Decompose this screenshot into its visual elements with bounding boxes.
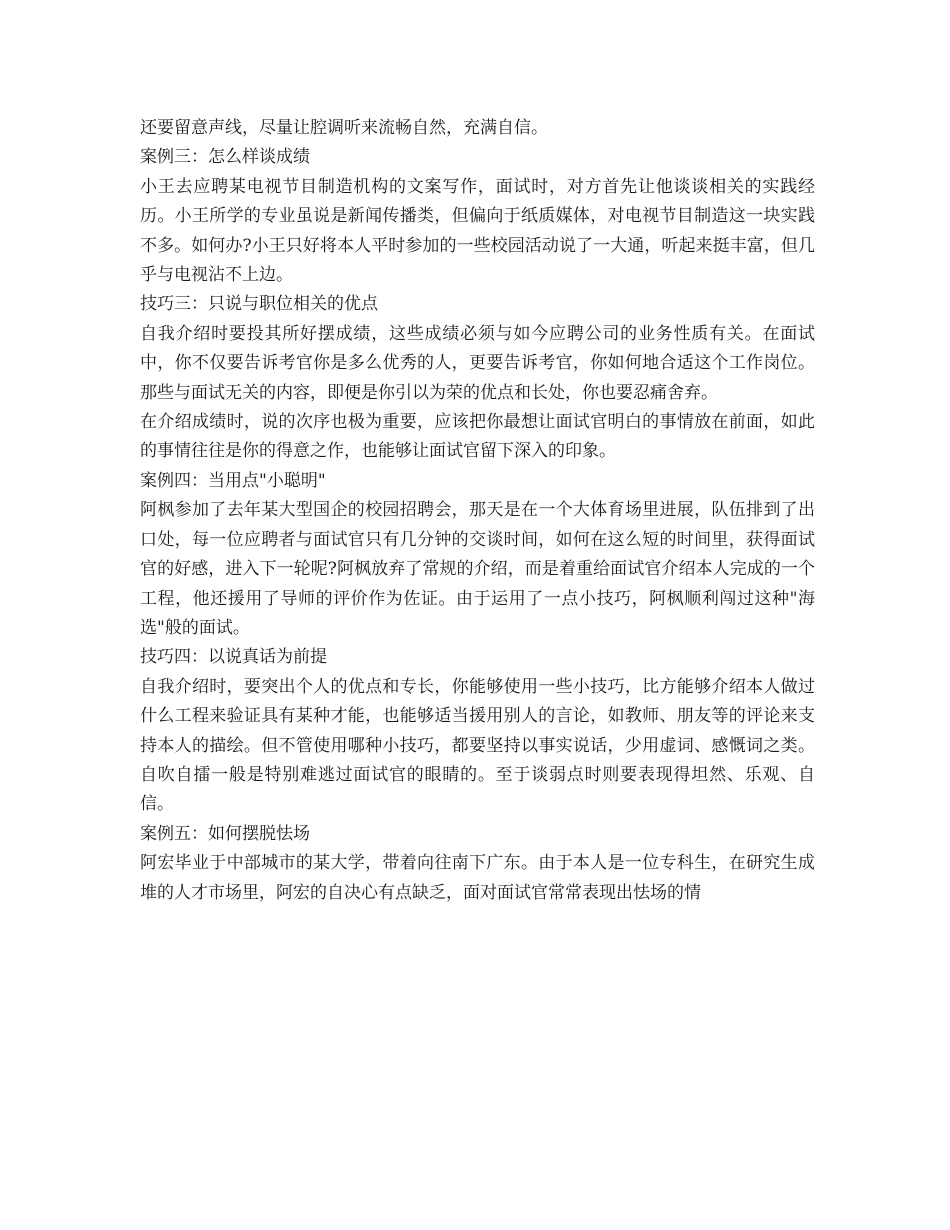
paragraph-tip-three-order: 在介绍成绩时，说的次序也极为重要，应该把你最想让面试官明白的事情放在前面，如此的事情往往是你的得意之作，也能够让面试官留下深入的印象。 [140,412,815,462]
heading-case-four: 案例四：当用点"小聪明" [140,470,326,491]
heading-tip-four: 技巧四：以说真话为前提 [140,647,327,668]
heading-case-five: 案例五：如何摆脱怯场 [140,823,310,844]
paragraph-tip-three-body: 自我介绍时要投其所好摆成绩，这些成绩必须与如今应聘公司的业务性质有关。在面试中，你不仅要告诉考官你是多么优秀的人，更要告诉考官，你如何地合适这个工作岗位。那些与面试无关的内容，即便是你引以为荣的优点和长处，你也要忍痛舍弃。 [140,323,815,403]
paragraph-case-four-story: 阿枫参加了去年某大型国企的校园招聘会，那天是在一个大体育场里进展，队伍排到了出口处，每一位应聘者与面试官只有几分钟的交谈时间，如何在这么短的时间里，获得面试官的好感，进入下一轮呢?阿枫放弃了常规的介绍，而是着重给面试官介绍本人完成的一个工程，他还援用了导师的评价作为佐证。由于运用了一点小技巧，阿枫顺利闯过这种"海选"般的面试。 [140,500,815,638]
heading-tip-three: 技巧三：只说与职位相关的优点 [140,294,378,315]
paragraph-case-three-story: 小王去应聘某电视节目制造机构的文案写作，面试时，对方首先让他谈谈相关的实践经历。小王所学的专业虽说是新闻传播类，但偏向于纸质媒体，对电视节目制造这一块实践不多。如何办?小王只好将本人平时参加的一些校园活动说了一大通，听起来挺丰富，但几乎与电视沾不上边。 [140,176,815,286]
paragraph-voice-advice: 还要留意声线，尽量让腔调听来流畅自然，充满自信。 [140,118,548,138]
heading-case-three: 案例三：怎么样谈成绩 [140,147,310,168]
document-body [140,114,815,908]
paragraph-case-five-story: 阿宏毕业于中部城市的某大学，带着向往南下广东。由于本人是一位专科生，在研究生成堆的人才市场里，阿宏的自决心有点缺乏，面对面试官常常表现出怯场的情 [140,853,815,903]
paragraph-tip-four-body: 自我介绍时，要突出个人的优点和专长，你能够使用一些小技巧，比方能够介绍本人做过什么工程来验证具有某种才能，也能够适当援用别人的言论，如教师、朋友等的评论来支持本人的描绘。但不管使用哪种小技巧，都要坚持以事实说话，少用虚词、感慨词之类。自吹自擂一般是特别难逃过面试官的眼睛的。至于谈弱点时则要表现得坦然、乐观、自信。 [140,676,815,815]
